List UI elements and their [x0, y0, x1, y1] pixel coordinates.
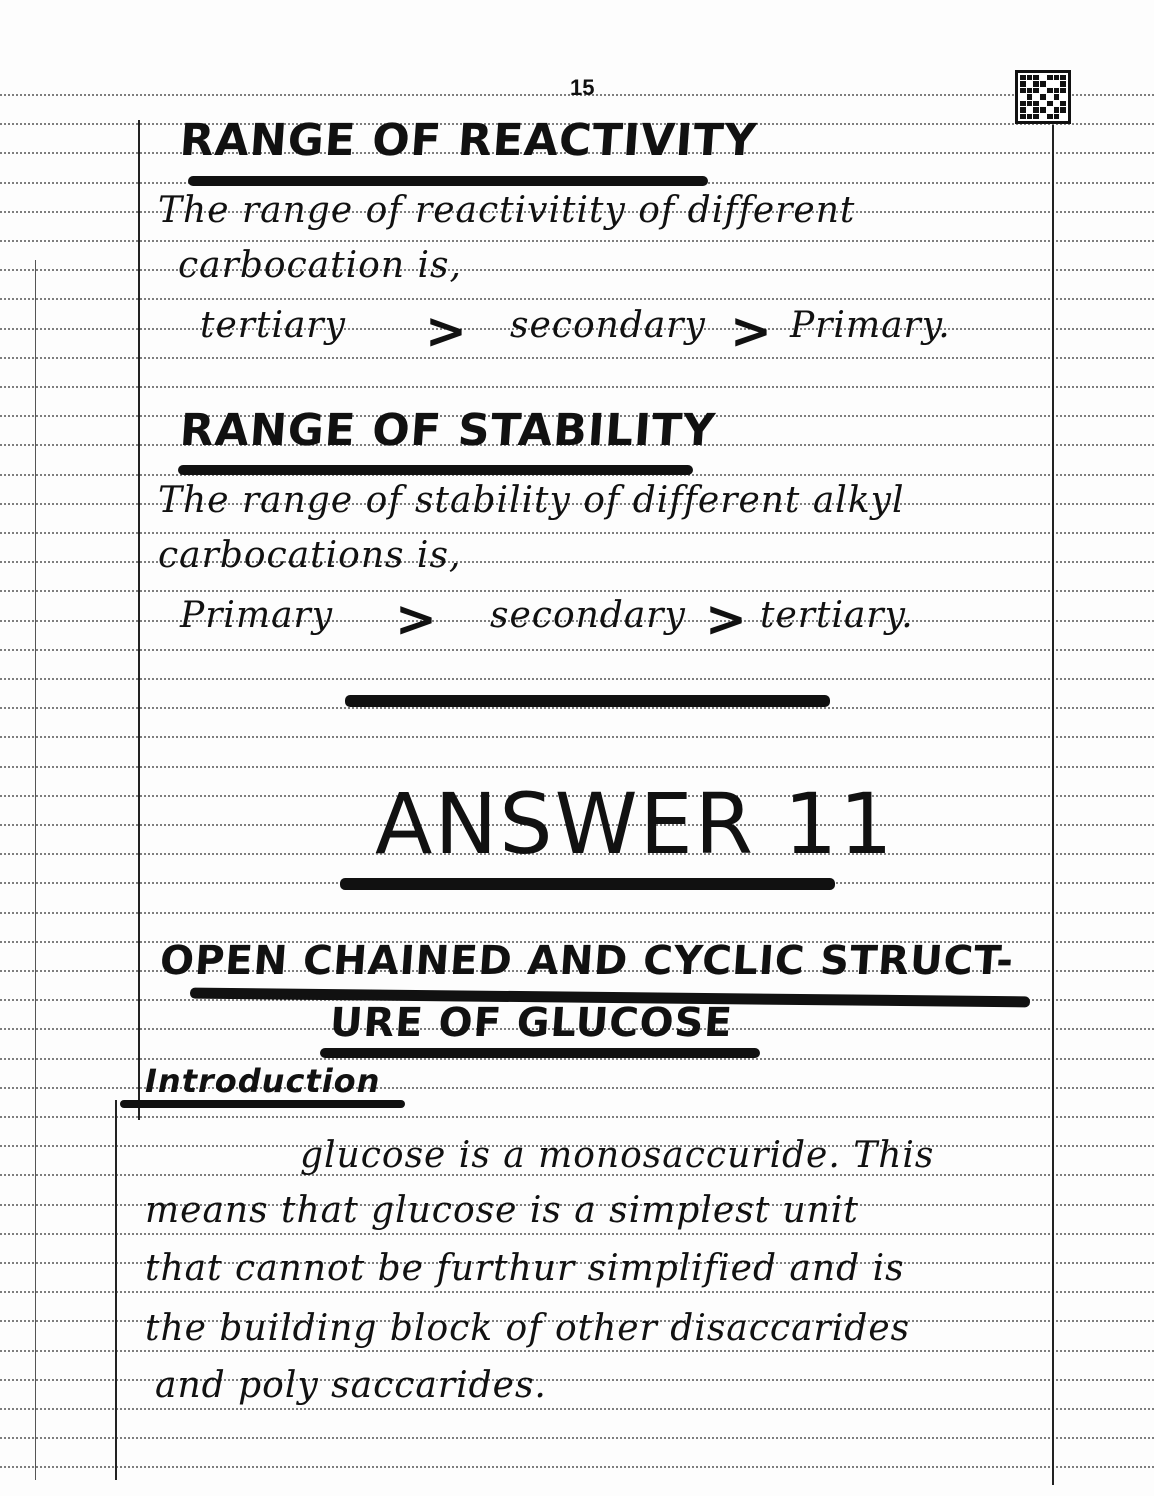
reactivity-greater-than-1: >: [425, 302, 468, 360]
stability-order-second: secondary: [490, 595, 686, 636]
answer-title-underline: [340, 878, 835, 890]
glucose-paragraph-line-1: glucose is a monosaccuride. This: [300, 1135, 935, 1176]
introduction-subheading: Introduction: [145, 1062, 381, 1100]
reactivity-heading-underline: [188, 176, 708, 186]
left-edge-line: [35, 260, 36, 1480]
stability-order-first: Primary: [180, 595, 334, 636]
reactivity-order-third: Primary.: [790, 305, 951, 346]
left-margin-line-lower: [115, 1100, 117, 1480]
stability-greater-than-1: >: [395, 590, 438, 648]
stability-order-third: tertiary.: [760, 595, 914, 636]
left-margin-line: [138, 120, 140, 1120]
reactivity-greater-than-2: >: [730, 302, 773, 360]
glucose-paragraph-line-2: means that glucose is a simplest unit: [145, 1190, 859, 1231]
stability-line-1: The range of stability of different alkyl: [158, 480, 905, 521]
reactivity-line-1: The range of reactivitity of different: [158, 190, 856, 231]
stability-heading-underline: [178, 465, 693, 475]
answer-title: ANSWER 11: [375, 775, 895, 873]
reactivity-line-2: carbocation is,: [178, 245, 462, 286]
stability-line-2: carbocations is,: [158, 535, 462, 576]
reactivity-order-second: secondary: [510, 305, 706, 346]
introduction-underline: [120, 1100, 405, 1108]
glucose-paragraph-line-4: the building block of other disaccarides: [145, 1308, 911, 1349]
glucose-paragraph-line-5: and poly saccarides.: [155, 1365, 547, 1406]
stability-greater-than-2: >: [705, 590, 748, 648]
qr-code-icon: [1015, 70, 1071, 124]
page-number: 15: [570, 75, 595, 100]
right-margin-line: [1052, 125, 1054, 1485]
reactivity-order-first: tertiary: [200, 305, 346, 346]
stability-heading: RANGE OF STABILITY: [178, 405, 718, 456]
glucose-heading-underline-2: [320, 1048, 760, 1058]
glucose-heading-line-1: OPEN CHAINED AND CYCLIC STRUCT-: [158, 938, 1016, 984]
reactivity-heading: RANGE OF REACTIVITY: [178, 115, 759, 166]
glucose-heading-line-2: URE OF GLUCOSE: [328, 1000, 735, 1046]
section-divider: [345, 695, 830, 707]
glucose-paragraph-line-3: that cannot be furthur simplified and is: [145, 1248, 905, 1289]
